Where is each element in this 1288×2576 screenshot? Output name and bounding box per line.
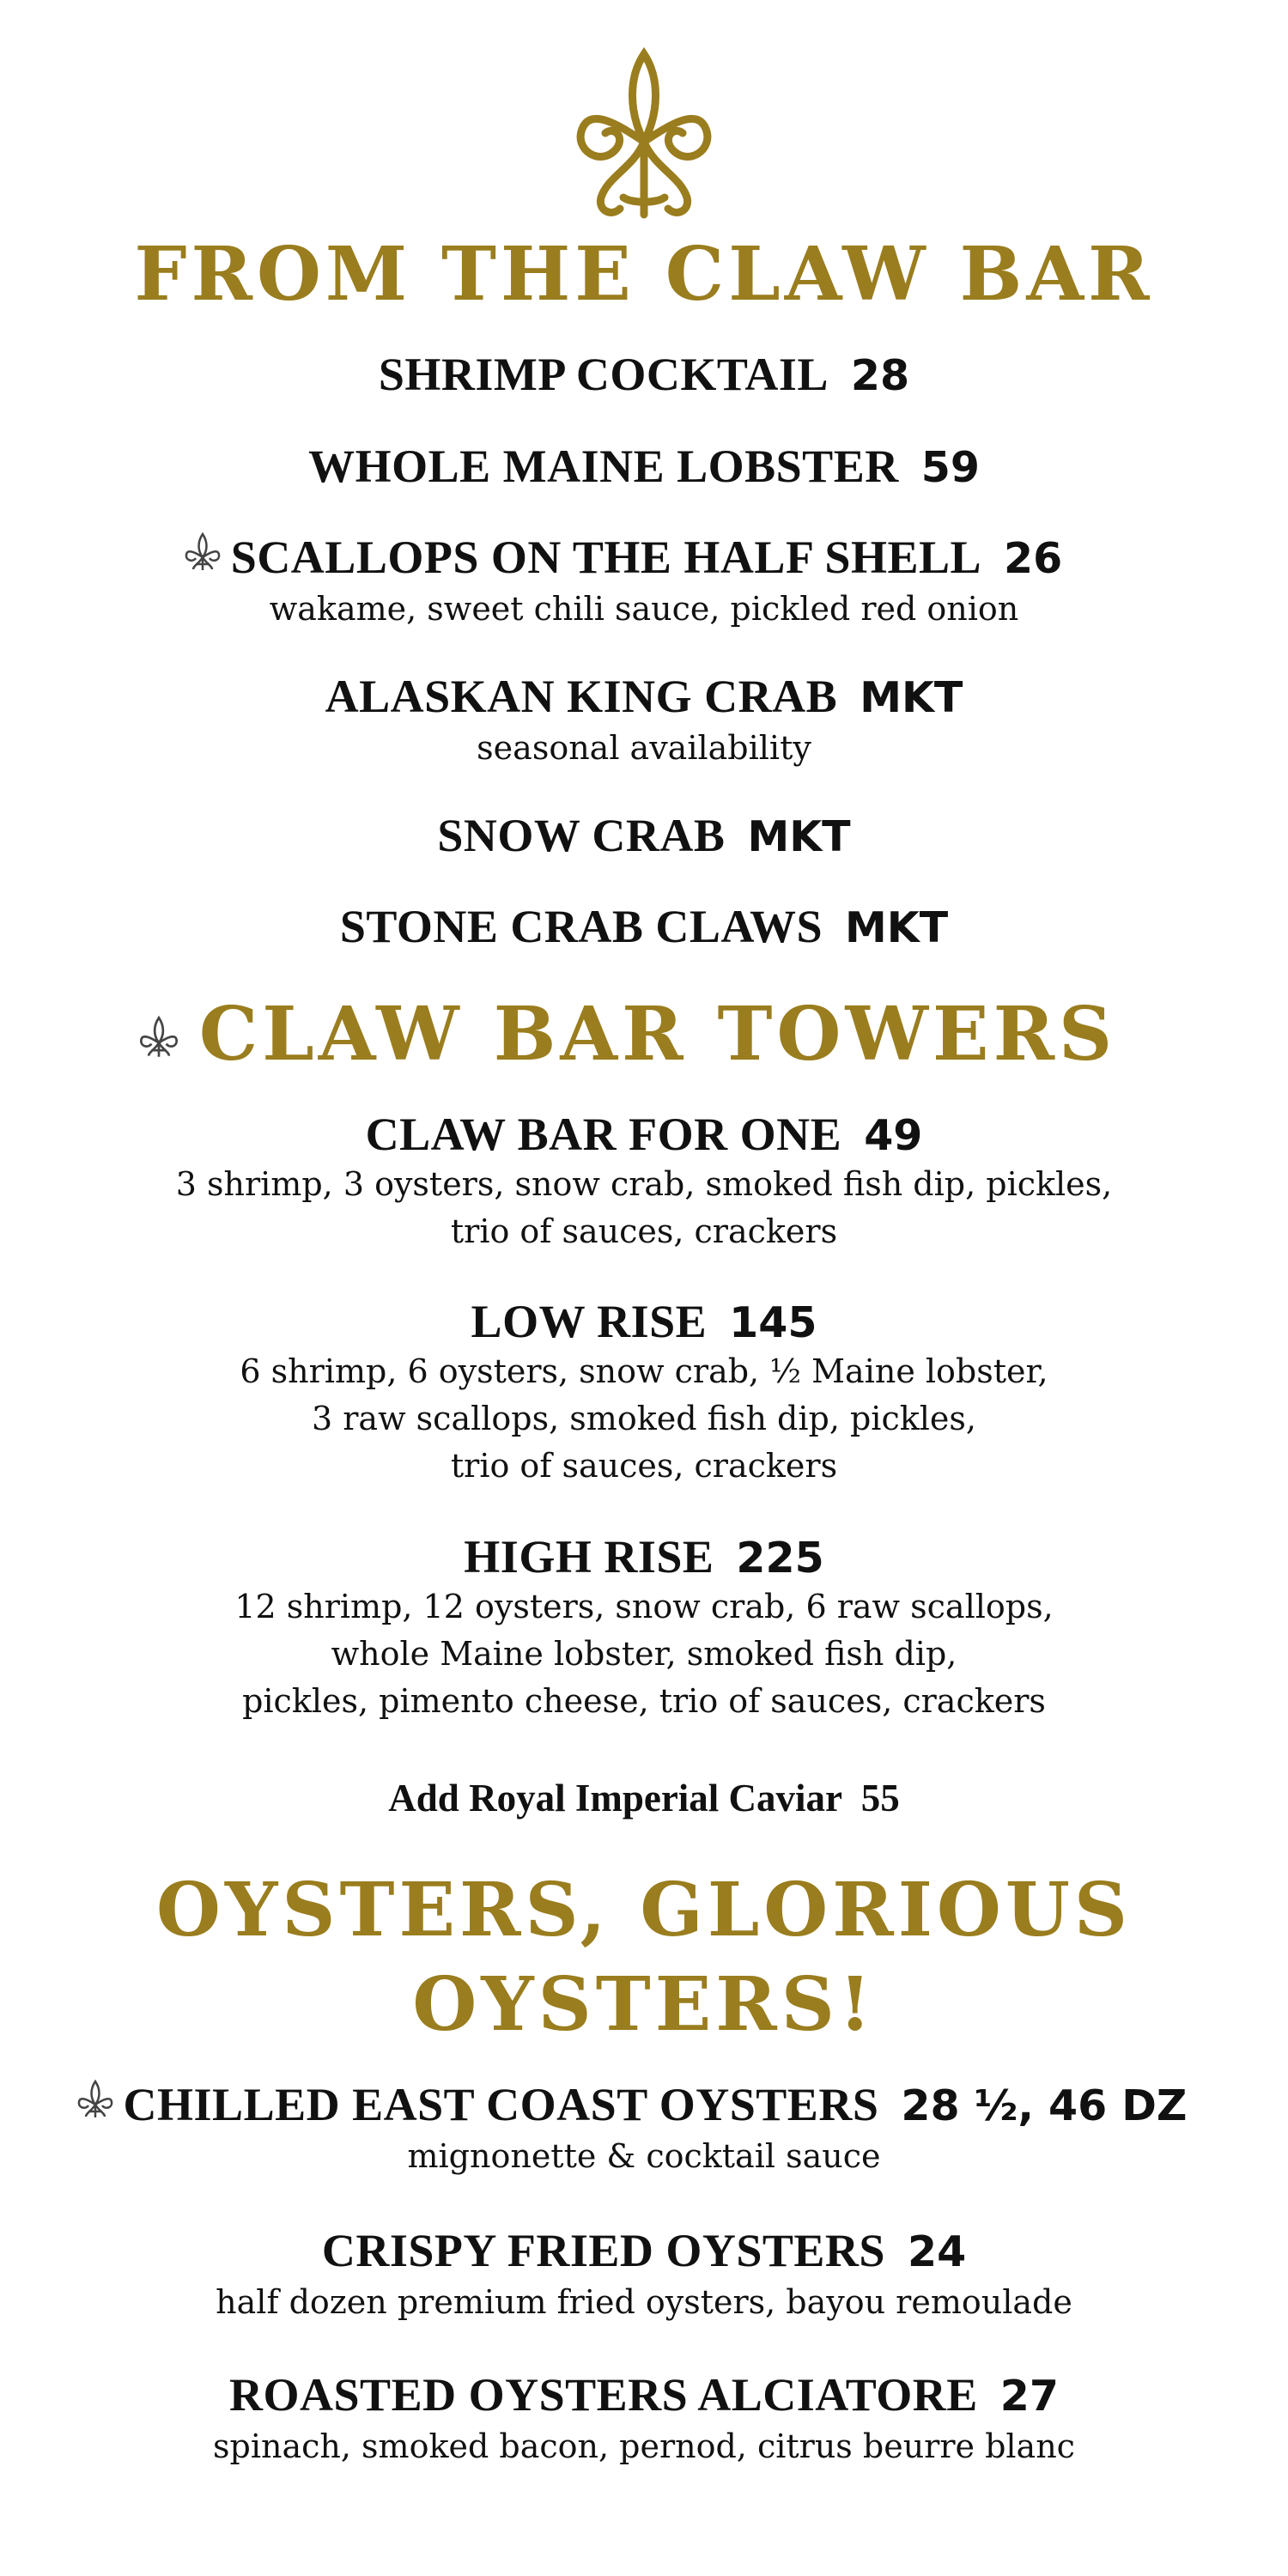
addon-label: Add Royal Imperial Caviar [388, 1777, 842, 1820]
item-description: wakame, sweet chili sauce, pickled red onion [269, 590, 1019, 628]
item-name: ALASKAN KING CRAB [325, 671, 838, 722]
fleur-de-lis-icon [76, 2079, 115, 2120]
section-title-row-towers [0, 987, 1288, 1082]
item-name: SCALLOPS ON THE HALF SHELL [230, 532, 982, 583]
item-description: whole Maine lobster, smoked fish dip, [331, 1635, 957, 1673]
item-name: WHOLE MAINE LOBSTER [308, 440, 899, 492]
item-name: ROASTED OYSTERS ALCIATORE [229, 2369, 978, 2421]
item-name: CLAW BAR FOR ONE [365, 1109, 842, 1160]
menu-item-alaskan-king-crab [0, 670, 1288, 772]
item-price: 24 [907, 2227, 967, 2276]
section-title-oysters-line-2: OYSTERS! [412, 1961, 876, 2048]
item-name: HIGH RISE [464, 1531, 714, 1583]
menu-item-high-rise [0, 1530, 1288, 1725]
item-description: half dozen premium fried oysters, bayou remoulade [216, 2283, 1072, 2321]
item-name: STONE CRAB CLAWS [339, 901, 823, 952]
fleur-de-lis-icon [183, 532, 222, 573]
item-price: MKT [747, 812, 851, 861]
section-title-claw-bar: FROM THE CLAW BAR [134, 231, 1154, 318]
addon-price: 55 [860, 1777, 900, 1820]
menu-item-scallops [0, 531, 1288, 633]
item-description: trio of sauces, crackers [450, 1447, 838, 1485]
item-description: pickles, pimento cheese, trio of sauces, crackers [242, 1682, 1046, 1720]
item-price: 225 [736, 1534, 824, 1583]
menu-item-stone-crab-claws [0, 900, 1288, 953]
item-price: 59 [920, 443, 980, 492]
item-description: trio of sauces, crackers [450, 1212, 838, 1250]
item-description: spinach, smoked bacon, pernod, citrus beurre blanc [213, 2427, 1075, 2465]
menu-item-whole-maine-lobster [0, 440, 1288, 493]
item-price: 49 [864, 1111, 923, 1160]
item-price: 28 ½, 46 DZ [901, 2081, 1188, 2130]
menu-item-claw-bar-for-one [0, 1108, 1288, 1255]
caviar-addon [0, 1776, 1288, 1820]
item-name: CHILLED EAST COAST OYSTERS [123, 2079, 879, 2130]
item-price: MKT [845, 903, 949, 952]
item-name: LOW RISE [471, 1296, 708, 1347]
item-price: MKT [860, 673, 963, 722]
fleur-de-lis-icon [567, 47, 721, 228]
menu-item-low-rise [0, 1295, 1288, 1490]
item-description: 3 shrimp, 3 oysters, snow crab, smoked fish dip, pickles, [175, 1165, 1113, 1203]
item-price: 26 [1004, 534, 1063, 583]
item-name: SNOW CRAB [437, 810, 726, 861]
menu-item-snow-crab [0, 809, 1288, 862]
menu-item-crispy-fried-oysters [0, 2224, 1288, 2326]
item-description: seasonal availability [477, 729, 811, 767]
section-title-oysters-line-1: OYSTERS, GLORIOUS [156, 1867, 1132, 1953]
menu-item-chilled-oysters [0, 2078, 1288, 2180]
menu-item-shrimp-cocktail [0, 348, 1288, 401]
item-description: 3 raw scallops, smoked fish dip, pickles, [312, 1400, 976, 1437]
item-description: 6 shrimp, 6 oysters, snow crab, ½ Maine lobster, [240, 1352, 1048, 1390]
item-name: SHRIMP COCKTAIL [378, 349, 829, 400]
item-name: CRISPY FRIED OYSTERS [321, 2225, 885, 2276]
menu-item-roasted-oysters [0, 2368, 1288, 2470]
item-price: 27 [999, 2372, 1059, 2421]
section-title-claw-bar-towers: CLAW BAR TOWERS [198, 991, 1117, 1078]
item-description: mignonette & cocktail sauce [407, 2137, 881, 2175]
item-price: 145 [729, 1298, 817, 1347]
item-price: 28 [850, 351, 910, 400]
item-description: 12 shrimp, 12 oysters, snow crab, 6 raw scallops, [234, 1588, 1054, 1625]
fleur-de-lis-icon [137, 1015, 180, 1060]
